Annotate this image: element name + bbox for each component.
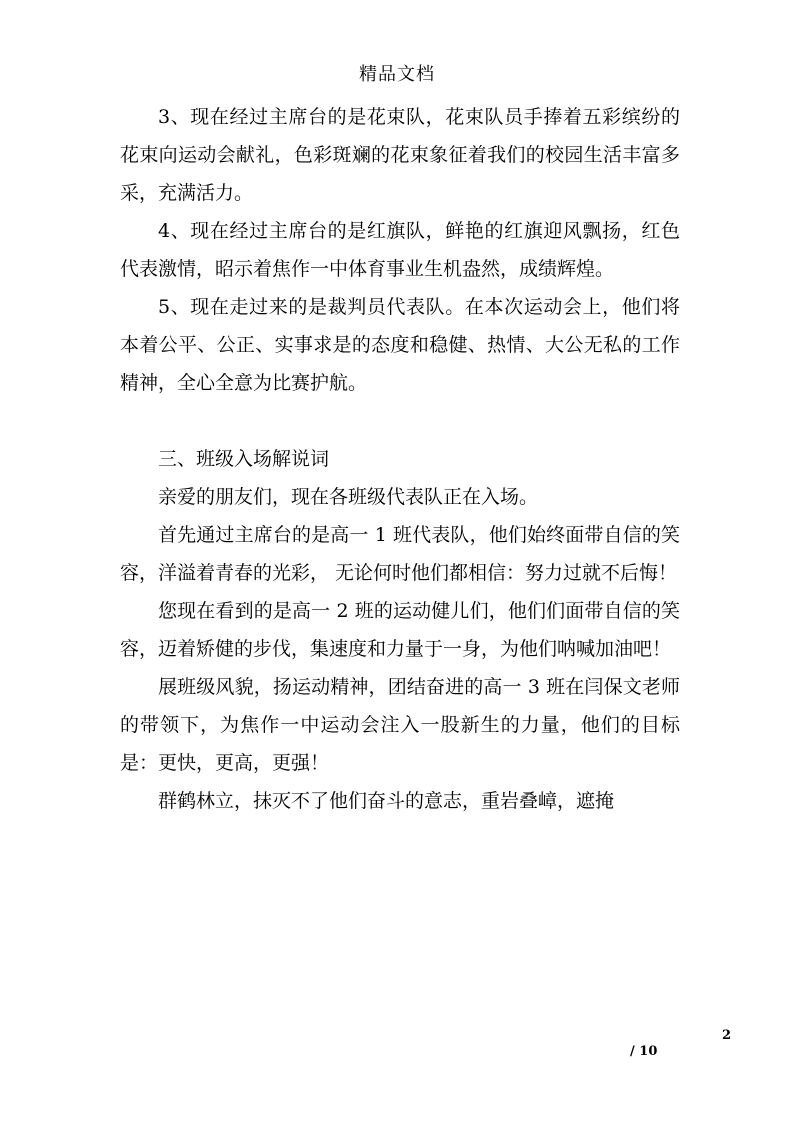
page-total: / 10 xyxy=(630,1044,658,1059)
page-header-title: 精品文档 xyxy=(359,64,435,85)
paragraph-class-3: 展班级风貌，扬运动精神，团结奋进的高一 3 班在闫保文老师的带领下，为焦作一中运动会注入一股新生的力量，他们的目标是：更快，更高，更强！ xyxy=(120,676,680,774)
paragraph-class-2: 您现在看到的是高一 2 班的运动健儿们，他们们面带自信的笑容，迈着矫健的步伐，集速度和力量于一身，为他们呐喊加油吧！ xyxy=(120,600,680,660)
section-spacer xyxy=(120,402,680,440)
paragraph-class-1: 首先通过主席台的是高一 1 班代表队，他们始终面带自信的笑容，洋溢着青春的光彩， 无论何时他们都相信：努力过就不后悔！ xyxy=(120,524,680,584)
paragraph-continued: 群鹤林立，抹灭不了他们奋斗的意志，重岩叠嶂，遮掩 xyxy=(158,790,615,812)
paragraph-flower-team: 3、现在经过主席台的是花束队，花束队员手捧着五彩缤纷的花束向运动会献礼，色彩斑斓的花束象征着我们的校园生活丰富多采，充满活力。 xyxy=(120,106,680,204)
document-body xyxy=(120,98,680,820)
section-heading-class-entrance: 三、班级入场解说词 xyxy=(158,448,330,470)
paragraph-referee-team: 5、现在走过来的是裁判员代表队。在本次运动会上，他们将本着公平、公正、实事求是的态度和稳健、热情、大公无私的工作精神，全心全意为比赛护航。 xyxy=(120,296,680,394)
page-number: 2 xyxy=(722,1028,732,1043)
paragraph-flag-team: 4、现在经过主席台的是红旗队，鲜艳的红旗迎风飘扬，红色代表激情，昭示着焦作一中体育事业生机盎然，成绩辉煌。 xyxy=(120,220,680,280)
paragraph-greeting: 亲爱的朋友们，现在各班级代表队正在入场。 xyxy=(158,486,539,508)
